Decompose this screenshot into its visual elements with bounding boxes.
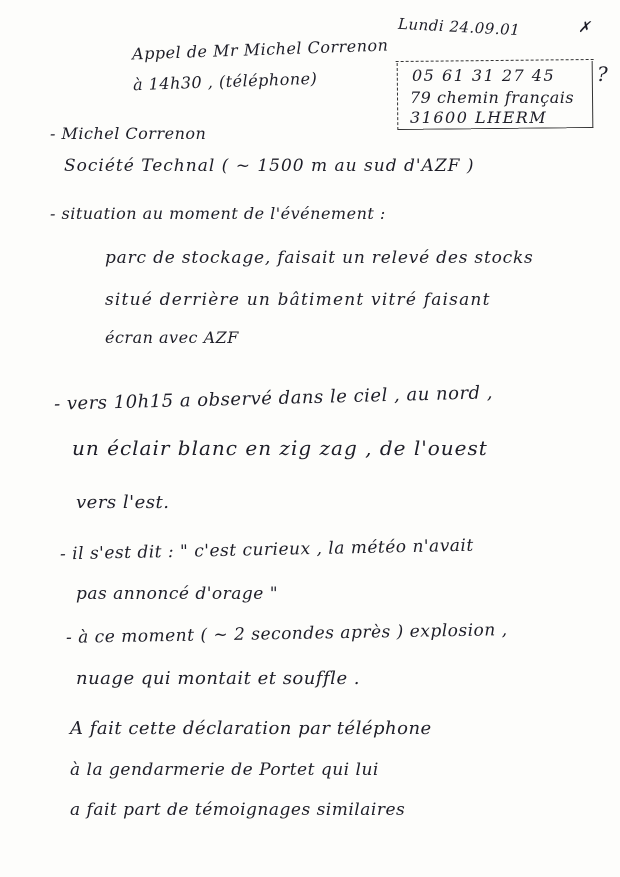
line-il-sest-dit: - il s'est dit : " c'est curieux , la météo n'avait: [59, 535, 474, 565]
question-mark: ?: [597, 62, 608, 86]
line-ecran: écran avec AZF: [105, 328, 239, 347]
header-line-2: à 14h30 , (téléphone): [132, 68, 318, 95]
line-vers-est: vers l'est.: [76, 492, 170, 513]
line-company: Société Technal ( ~ 1500 m au sud d'AZF ): [64, 156, 475, 176]
date-note: Lundi 24.09.01: [397, 14, 521, 40]
line-situation: - situation au moment de l'événement :: [50, 204, 386, 223]
line-temoignages: a fait part de témoignages similaires: [70, 800, 406, 820]
line-declaration: A fait cette déclaration par téléphone: [70, 718, 432, 739]
address-street: 79 chemin français: [410, 88, 575, 107]
line-parc: parc de stockage, faisait un relevé des stocks: [105, 248, 534, 268]
line-vers-10h15: - vers 10h15 a observé dans le ciel , au nord ,: [53, 382, 494, 415]
line-eclair: un éclair blanc en zig zag , de l'ouest: [72, 436, 488, 460]
line-nuage: nuage qui montait et souffle .: [76, 668, 361, 689]
address-phone: 05 61 31 27 45: [412, 66, 556, 85]
line-a-ce-moment: - à ce moment ( ~ 2 secondes après ) explosion ,: [65, 620, 508, 648]
corner-check-mark: ✗: [578, 18, 591, 36]
line-gendarmerie: à la gendarmerie de Portet qui lui: [70, 760, 379, 780]
line-pas-annonce: pas annoncé d'orage ": [76, 584, 279, 604]
address-city: 31600 LHERM: [410, 108, 548, 127]
header-line-1: Appel de Mr Michel Correnon: [131, 35, 389, 64]
line-name: - Michel Correnon: [50, 124, 207, 143]
line-situe: situé derrière un bâtiment vitré faisant: [105, 290, 491, 310]
